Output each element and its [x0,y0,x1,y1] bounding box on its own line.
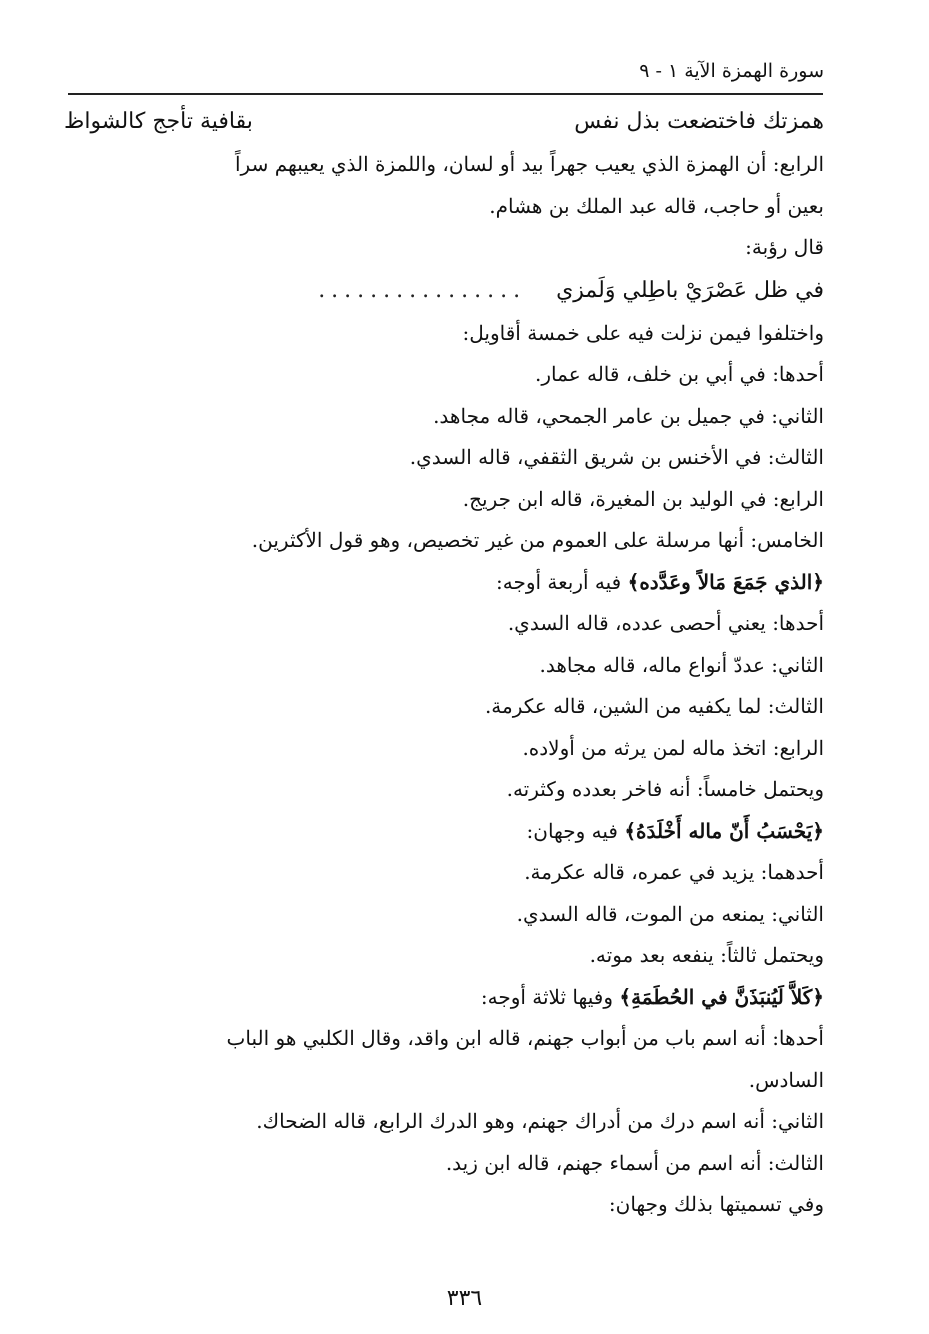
verse-line [64,269,824,313]
list-item: الثالث: لما يكفيه من الشين، قاله عكرمة. [484,694,824,718]
paragraph-line: بعين أو حاجب، قاله عبد الملك بن هشام. [489,193,824,218]
list-item: الثاني: أنه اسم درك من أدراك جهنم، وهو الدرك الرابع، قاله الضحاك. [256,1109,824,1133]
header-rule [68,93,823,95]
list-item-continuation: السادس. [748,1067,824,1092]
list-item: الخامس: أنها مرسلة على العموم من غير تخصيص، وهو قول الأكثرين. [251,528,824,552]
list-item: ويحتمل ثالثاً: ينفعه بعد موته. [589,943,824,967]
list-item: الثاني: في جميل بن عامر الجمحي، قاله مجاهد. [433,403,824,428]
list-item: الثاني: يمنعه من الموت، قاله السدي. [516,901,824,926]
list-item: الثاني: عددّ أنواع ماله، قاله مجاهد. [539,652,824,677]
ayah-heading [64,977,824,1019]
list-item: الثالث: في الأخنس بن شريق الثقفي، قاله السدي. [409,445,824,469]
page-number: ٣٣٦ [446,1286,483,1311]
verse-ellipsis: ................ [318,277,527,303]
list-item: الرابع: اتخذ ماله لمن يرثه من أولاده. [522,735,824,760]
verse-second-half: بقافية تأجج كالشواظ [64,109,253,134]
list-item: أحدها: يعني أحصى عدده، قاله السدي. [507,611,824,635]
list-item: ويحتمل خامساً: أنه فاخر بعدده وكثرته. [506,777,824,801]
verse-line [64,100,824,144]
quran-verse: ﴿الذي جَمَعَ مَالاً وعَدَّده﴾ [627,569,824,594]
page-body [64,100,824,1226]
list-item: الرابع: في الوليد بن المغيرة، قاله ابن جريج. [462,486,824,511]
quran-verse: ﴿كَلاَّ لَيُنبَذَنَّ في الحُطَمَةِ﴾ [619,984,824,1009]
list-item: أحدهما: يزيد في عمره، قاله عكرمة. [524,860,824,884]
ayah-heading [64,811,824,853]
list-item: أحدها: أنه اسم باب من أبواب جهنم، قاله ابن واقد، وقال الكلبي هو الباب [226,1026,824,1050]
verse-first-half: همزتك فاختضعت بذل نفس [574,109,824,134]
paragraph-line: وفي تسميتها بذلك وجهان: [608,1192,824,1216]
paragraph-line: قال رؤبة: [745,235,824,259]
ayah-note: فيه أربعة أوجه: [496,569,628,594]
ayah-note: وفيها ثلاثة أوجه: [480,984,620,1009]
ayah-heading [64,562,824,604]
quran-verse: ﴿يَحْسَبُ أَنّ ماله أَخْلَدَهُ﴾ [624,818,824,843]
running-header: سورة الهمزة الآية ١ - ٩ [639,60,824,82]
list-item: الثالث: أنه اسم من أسماء جهنم، قاله ابن زيد. [445,1150,824,1175]
list-item: أحدها: في أبي بن خلف، قاله عمار. [535,362,824,386]
paragraph-line: واختلفوا فيمن نزلت فيه على خمسة أقاويل: [462,320,824,345]
paragraph-line: الرابع: أن الهمزة الذي يعيب جهراً بيد أو لسان، واللمزة الذي يعيبهم سراً [235,152,824,176]
ayah-note: فيه وجهان: [526,818,625,843]
verse-first-half: في ظل عَصْرَيْ باطِلي وَلَمزي [556,277,824,303]
